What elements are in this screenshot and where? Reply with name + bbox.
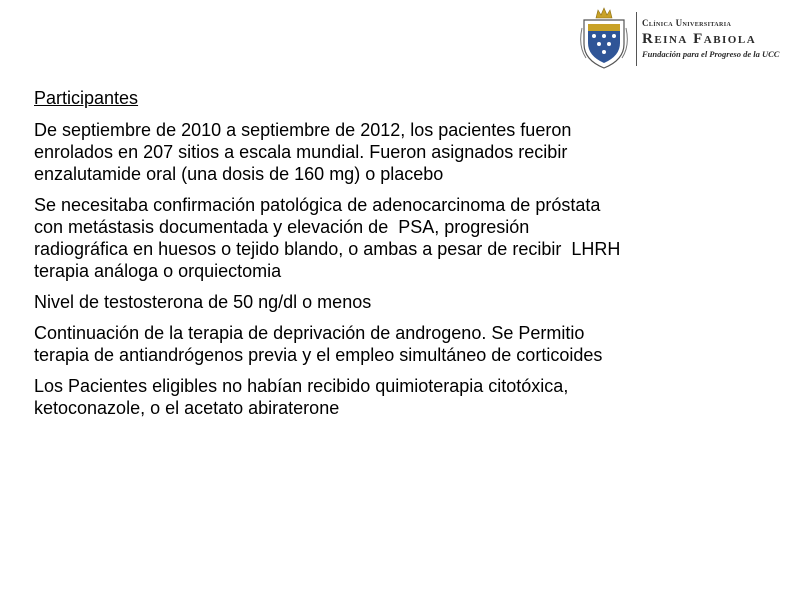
logo-divider xyxy=(636,12,637,66)
text-line: Continuación de la terapia de deprivación de androgeno. Se Permitio xyxy=(34,323,585,343)
text-line: enzalutamide oral (una dosis de 160 mg) o placebo xyxy=(34,164,444,184)
text-line: Nivel de testosterona de 50 ng/dl o menos xyxy=(34,292,372,312)
slide-content xyxy=(34,87,774,428)
text-line: Se necesitaba confirmación patológica de adenocarcinoma de próstata xyxy=(34,195,601,215)
text-line: terapia de antiandrógenos previa y el empleo simultáneo de corticoides xyxy=(34,345,603,365)
section-heading: Participantes xyxy=(34,88,139,108)
clinic-logo xyxy=(578,6,788,72)
text-line: ketoconazole, o el acetato abiraterone xyxy=(34,398,340,418)
logo-line-3: Fundación para el Progreso de la UCC xyxy=(642,49,780,59)
text-line: radiográfica en huesos o tejido blando, o ambas a pesar de recibir LHRH xyxy=(34,239,621,259)
logo-line-2: Reina Fabiola xyxy=(642,31,757,47)
paragraph-continuation xyxy=(34,322,774,366)
paragraph-eligibility xyxy=(34,375,774,419)
paragraph-testosterone xyxy=(34,291,774,313)
text-line: con metástasis documentada y elevación de PSA, progresión xyxy=(34,217,530,237)
paragraph-enrollment xyxy=(34,119,774,185)
logo-text xyxy=(642,18,788,60)
text-line: enrolados en 207 sitios a escala mundial. Fueron asignados recibir xyxy=(34,142,568,162)
text-line: Los Pacientes eligibles no habían recibido quimioterapia citotóxica, xyxy=(34,376,569,396)
paragraph-confirmation xyxy=(34,194,774,282)
text-line: terapia análoga o orquiectomia xyxy=(34,261,282,281)
logo-line-1: Clínica Universitaria xyxy=(642,18,732,28)
crest-icon xyxy=(578,6,630,70)
text-line: De septiembre de 2010 a septiembre de 2012, los pacientes fueron xyxy=(34,120,572,140)
